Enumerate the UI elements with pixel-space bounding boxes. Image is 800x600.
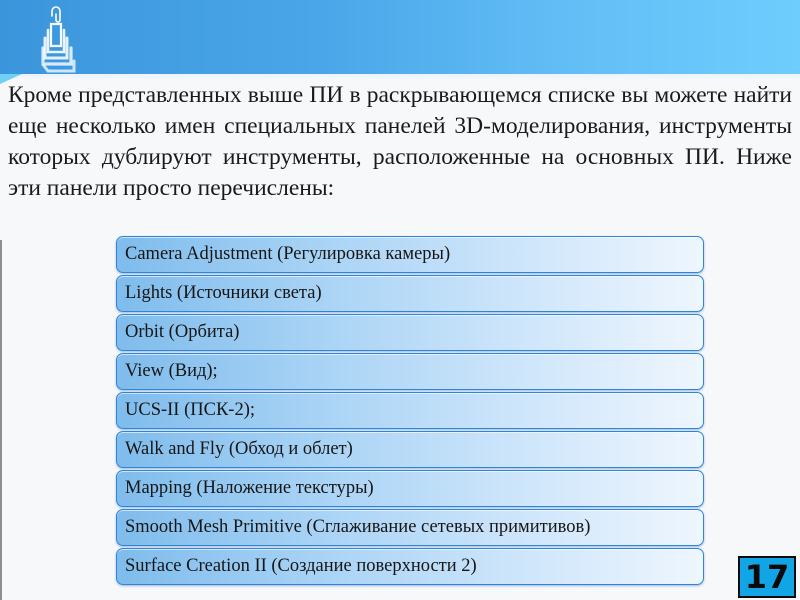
header-banner bbox=[0, 0, 800, 74]
left-vertical-rule bbox=[0, 240, 2, 600]
panel-item-walk-and-fly: Walk and Fly (Обход и облет) bbox=[116, 431, 704, 468]
page-number-badge: 17 bbox=[738, 556, 796, 598]
panel-item-orbit: Orbit (Орбита) bbox=[116, 314, 704, 351]
panel-item-surface-creation-ii: Surface Creation II (Создание поверхности 2) bbox=[116, 548, 704, 585]
panel-item-ucs-ii: UCS-II (ПСК-2); bbox=[116, 392, 704, 429]
intro-paragraph: Кроме представленных выше ПИ в раскрывающемся списке вы можете найти еще несколько имен специальных панелей 3D-моделирования, инструменты которых дублируют инструменты, расположенные на основных ПИ. Ниже эти панели просто перечислены: bbox=[8, 82, 792, 201]
panel-item-lights: Lights (Источники света) bbox=[116, 275, 704, 312]
panel-item-camera-adjustment: Camera Adjustment (Регулировка камеры) bbox=[116, 236, 704, 273]
panel-item-mapping: Mapping (Наложение текстуры) bbox=[116, 470, 704, 507]
stacked-paperclip-logo-icon bbox=[38, 4, 78, 74]
panel-list bbox=[116, 236, 704, 587]
panel-item-view: View (Вид); bbox=[116, 353, 704, 390]
panel-item-smooth-mesh-primitive: Smooth Mesh Primitive (Сглаживание сетевых примитивов) bbox=[116, 509, 704, 546]
